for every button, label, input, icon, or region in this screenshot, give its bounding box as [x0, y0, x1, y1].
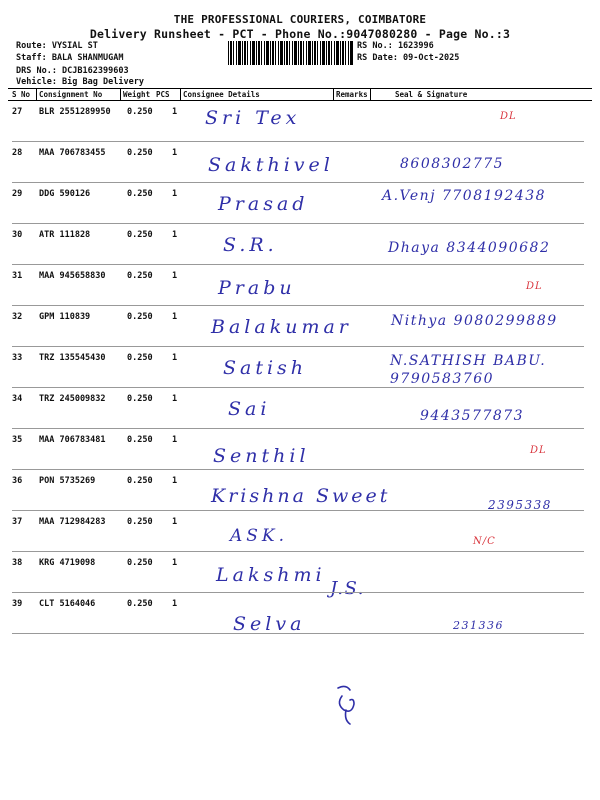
row-weight: 0.250	[127, 271, 153, 281]
row-sno: 36	[12, 476, 23, 486]
row-consignment: TRZ 245009832	[39, 394, 106, 404]
row-weight: 0.250	[127, 476, 153, 486]
row-pcs: 1	[172, 517, 178, 527]
col-weight: Weight	[123, 90, 151, 99]
route-label: Route: VYSIAL ST	[16, 41, 98, 51]
recipient-signature: 8608302775	[400, 156, 505, 172]
col-divider	[36, 88, 37, 100]
row-weight: 0.250	[127, 230, 153, 240]
consignee-handwriting: S.R.	[223, 234, 278, 256]
row-consignment: MAA 706783481	[39, 435, 106, 445]
row-sno: 32	[12, 312, 23, 322]
recipient-signature: 9443577873	[420, 408, 525, 424]
row-sno: 34	[12, 394, 23, 404]
consignee-handwriting: Prabu	[218, 277, 296, 299]
row-weight: 0.250	[127, 107, 153, 117]
row-weight: 0.250	[127, 435, 153, 445]
table-row	[8, 265, 592, 306]
table-row	[8, 470, 592, 511]
drs-label: DRS No.: DCJB162399603	[16, 66, 129, 76]
row-consignment: PON 5735269	[39, 476, 96, 486]
col-pcs: PCS	[156, 90, 170, 99]
col-divider	[180, 88, 181, 100]
header-top-rule	[8, 88, 592, 89]
row-consignment: BLR 2551289950	[39, 107, 111, 117]
row-pcs: 1	[172, 107, 178, 117]
table-row	[8, 224, 592, 265]
recipient-signature: J.S.	[330, 578, 365, 599]
delivery-mark: DL	[500, 111, 517, 122]
delivery-mark: DL	[526, 281, 543, 292]
vehicle-label: Vehicle: Big Bag Delivery	[16, 77, 144, 87]
table-row	[8, 101, 592, 142]
recipient-signature: Nithya 9080299889	[391, 313, 558, 329]
consignee-handwriting: Selva	[233, 613, 306, 635]
row-consignment: DDG 590126	[39, 189, 91, 199]
table-row	[8, 388, 592, 429]
row-pcs: 1	[172, 558, 178, 568]
row-consignment: GPM 110839	[39, 312, 91, 322]
row-pcs: 1	[172, 353, 178, 363]
consignee-handwriting: Senthil	[213, 445, 310, 467]
row-pcs: 1	[172, 394, 178, 404]
row-sno: 38	[12, 558, 23, 568]
row-sno: 37	[12, 517, 23, 527]
row-divider	[12, 633, 584, 634]
consignee-handwriting: Satish	[223, 357, 308, 379]
row-weight: 0.250	[127, 599, 153, 609]
row-weight: 0.250	[127, 558, 153, 568]
row-pcs: 1	[172, 189, 178, 199]
consignee-handwriting: ASK.	[230, 526, 289, 546]
row-sno: 27	[12, 107, 23, 117]
row-weight: 0.250	[127, 353, 153, 363]
row-sno: 35	[12, 435, 23, 445]
row-sno: 30	[12, 230, 23, 240]
row-pcs: 1	[172, 312, 178, 322]
row-weight: 0.250	[127, 189, 153, 199]
table-row	[8, 306, 592, 347]
row-weight: 0.250	[127, 394, 153, 404]
table-row	[8, 183, 592, 224]
recipient-signature: 231336	[453, 619, 504, 632]
delivery-mark: N/C	[473, 536, 496, 547]
staff-label: Staff: BALA SHANMUGAM	[16, 53, 124, 63]
row-consignment: CLT 5164046	[39, 599, 96, 609]
row-sno: 31	[12, 271, 23, 281]
col-divider	[333, 88, 334, 100]
delivery-mark: DL	[530, 445, 547, 456]
consignee-handwriting: Lakshmi	[216, 564, 326, 586]
consignee-handwriting: Sai	[228, 398, 271, 420]
row-pcs: 1	[172, 599, 178, 609]
col-divider	[120, 88, 121, 100]
col-seal: Seal & Signature	[395, 90, 468, 99]
row-sno: 28	[12, 148, 23, 158]
recipient-signature: Dhaya 8344090682	[388, 240, 551, 256]
table-row	[8, 429, 592, 470]
row-consignment: MAA 712984283	[39, 517, 106, 527]
col-consignment: Consignment No	[39, 90, 103, 99]
rs-no-label: RS No.: 1623996	[357, 41, 434, 51]
table-row	[8, 511, 592, 552]
table-row	[8, 593, 592, 634]
handwritten-mark	[328, 680, 368, 730]
barcode	[228, 41, 354, 65]
col-consignee: Consignee Details	[183, 90, 260, 99]
col-divider	[370, 88, 371, 100]
row-pcs: 1	[172, 271, 178, 281]
recipient-signature: A.Venj 7708192438	[382, 188, 547, 204]
rs-date-label: RS Date: 09-Oct-2025	[357, 53, 460, 63]
row-sno: 33	[12, 353, 23, 363]
row-weight: 0.250	[127, 148, 153, 158]
row-pcs: 1	[172, 148, 178, 158]
row-consignment: MAA 706783455	[39, 148, 106, 158]
recipient-signature: 2395338	[488, 498, 552, 512]
table-row	[8, 552, 592, 599]
row-pcs: 1	[172, 230, 178, 240]
col-sno: S No	[12, 90, 31, 99]
col-remarks: Remarks	[336, 90, 368, 99]
consignee-handwriting: Krishna Sweet	[211, 485, 391, 507]
table-row	[8, 347, 592, 388]
recipient-signature: N.SATHISH BABU. 9790583760	[390, 353, 547, 387]
row-consignment: ATR 111828	[39, 230, 91, 240]
row-sno: 39	[12, 599, 23, 609]
row-pcs: 1	[172, 435, 178, 445]
runsheet-subtitle: Delivery Runsheet - PCT - Phone No.:9047080280 - Page No.:3	[89, 27, 511, 41]
row-weight: 0.250	[127, 517, 153, 527]
row-consignment: MAA 945658830	[39, 271, 106, 281]
company-title: THE PROFESSIONAL COURIERS, COIMBATORE	[173, 13, 427, 26]
row-consignment: KRG 4719098	[39, 558, 96, 568]
table-row	[8, 142, 592, 183]
consignee-handwriting: Sri Tex	[205, 107, 301, 129]
row-sno: 29	[12, 189, 23, 199]
consignee-handwriting: Prasad	[218, 193, 309, 215]
row-pcs: 1	[172, 476, 178, 486]
consignee-handwriting: Sakthivel	[208, 154, 334, 176]
row-weight: 0.250	[127, 312, 153, 322]
row-consignment: TRZ 135545430	[39, 353, 106, 363]
consignee-handwriting: Balakumar	[211, 316, 352, 338]
